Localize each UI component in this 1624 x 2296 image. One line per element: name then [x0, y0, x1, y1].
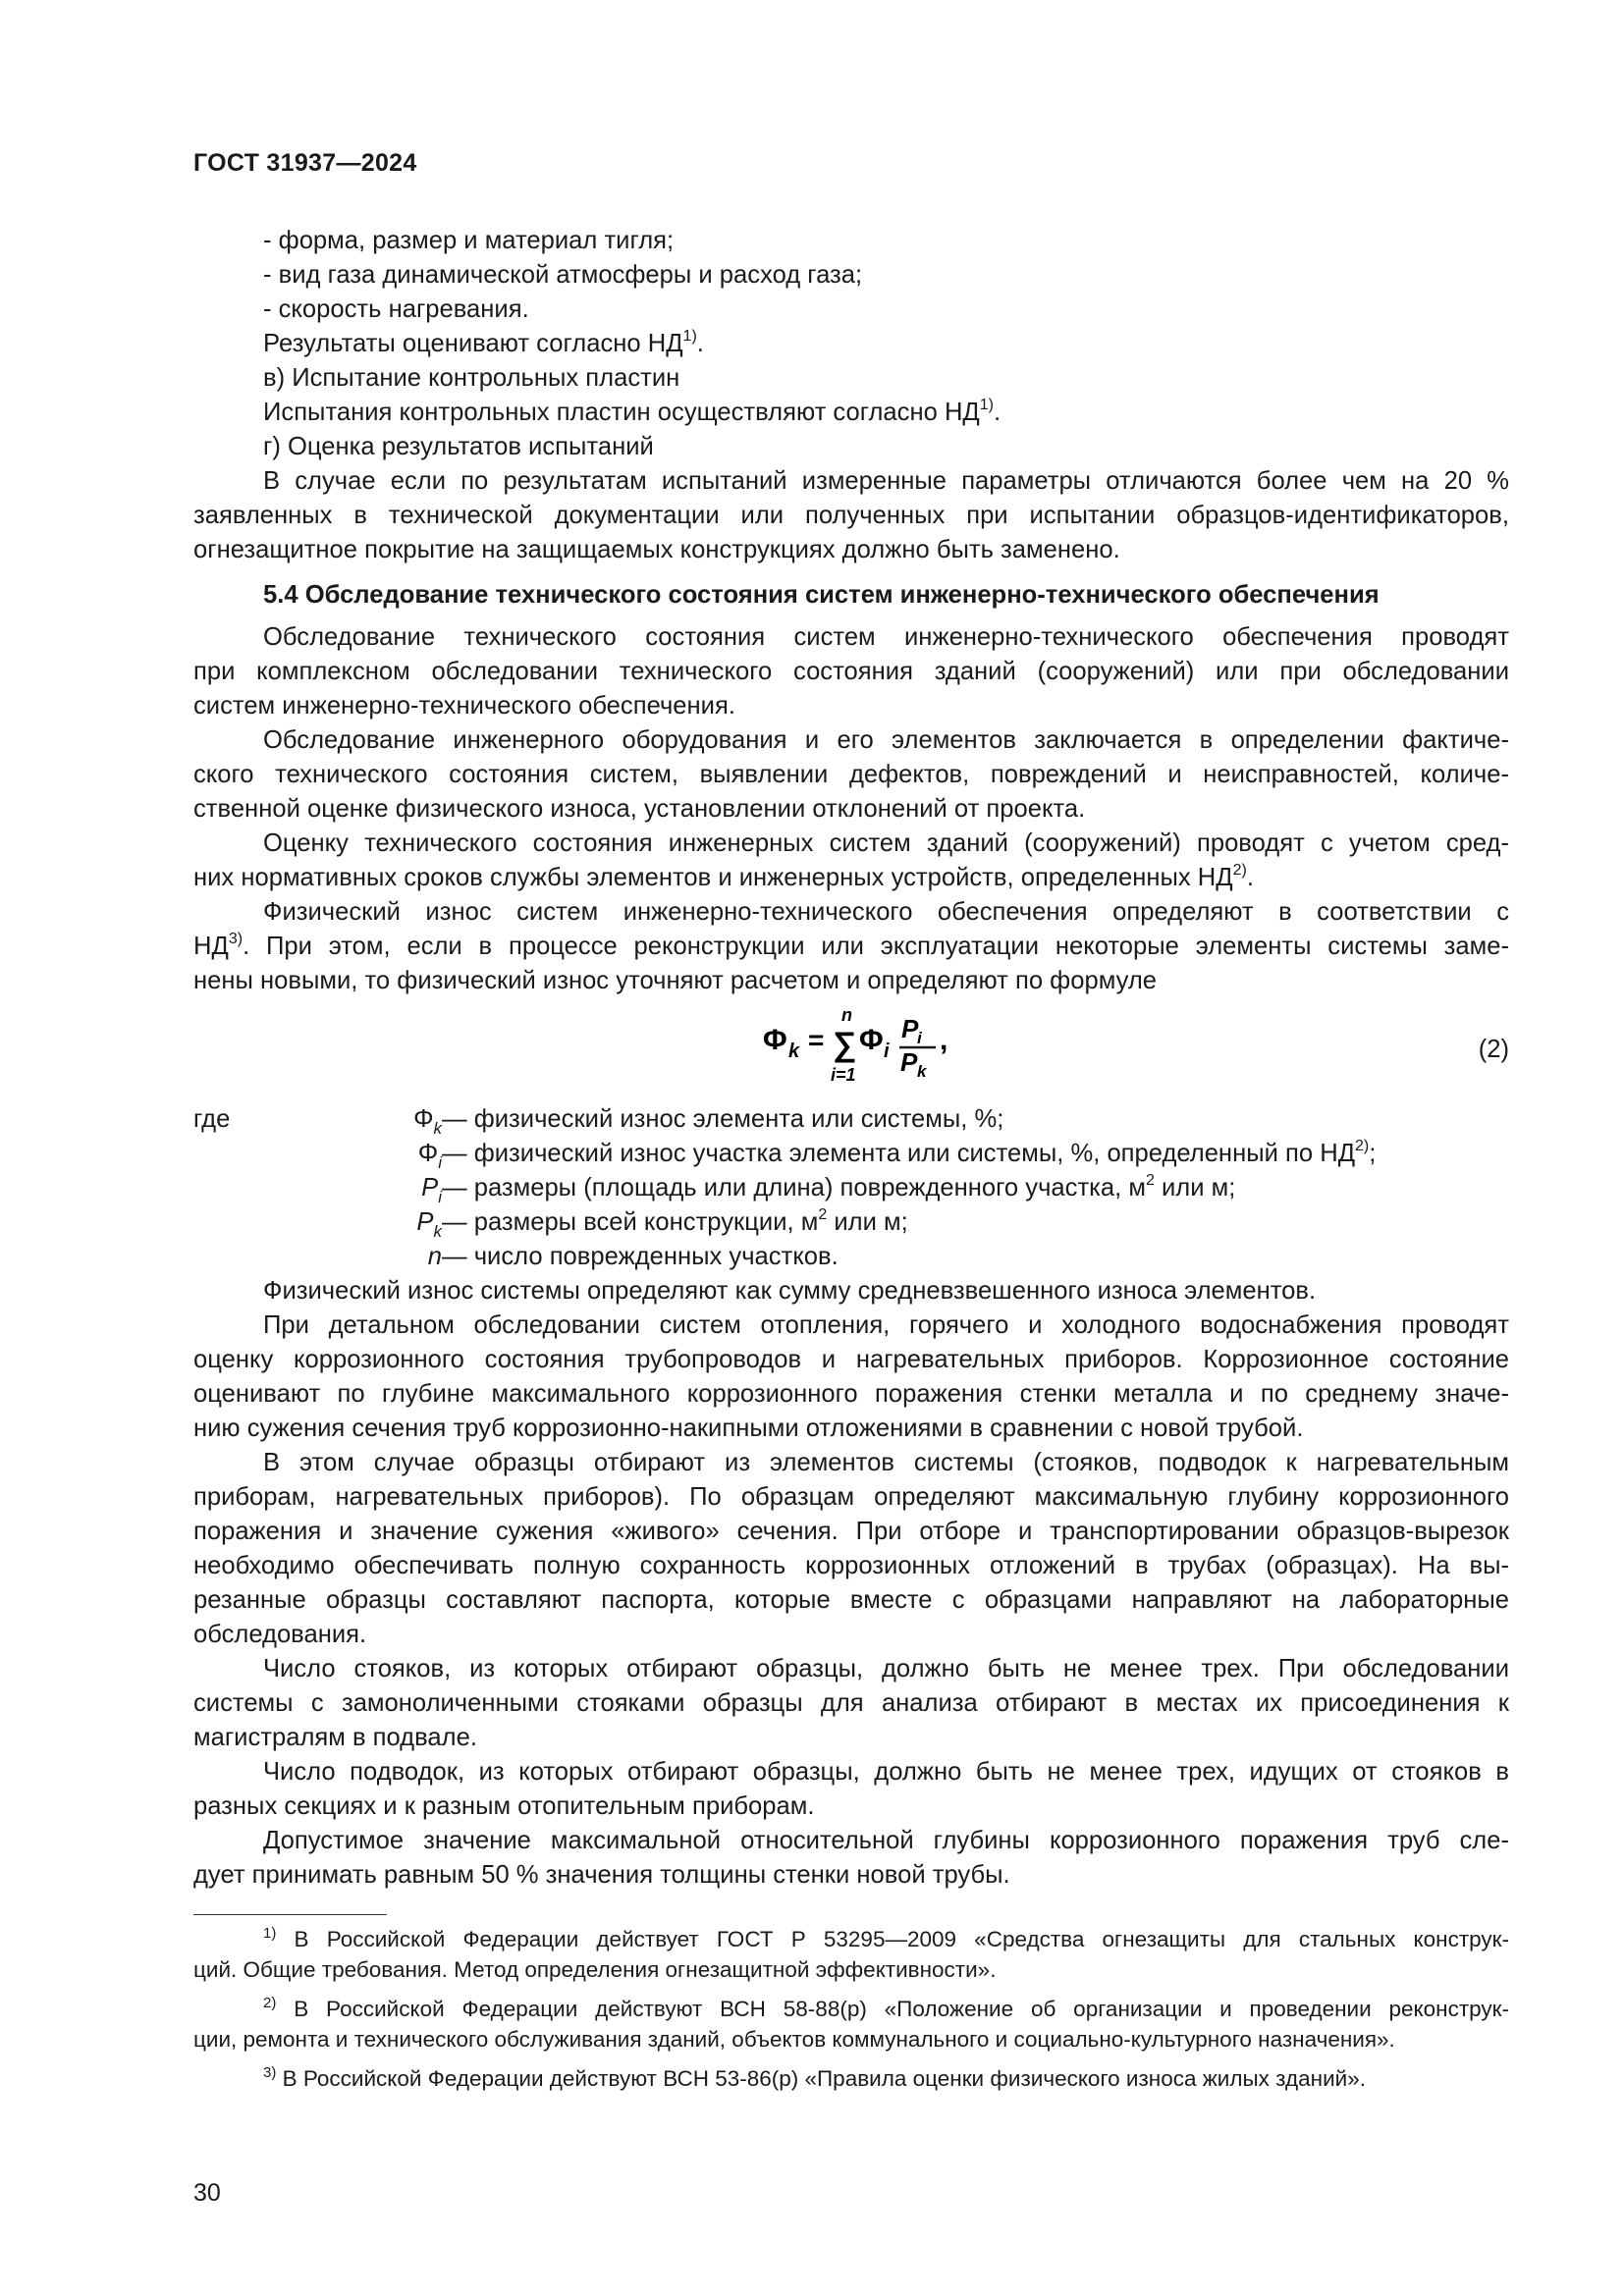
- symbol-sub: k: [433, 1222, 442, 1241]
- text: . При этом, если в процессе реконструкции или эксплуатации некоторые элементы системы заме-: [243, 933, 1509, 960]
- formula-term-sub: i: [884, 1041, 890, 1062]
- formula-denominator: P: [900, 1047, 918, 1077]
- formula-lower-limit: i=1: [831, 1065, 856, 1085]
- paragraph-line: ского технического состояния систем, выявлении дефектов, повреждений и неисправностей, количе-: [193, 761, 1509, 788]
- symbol-sub: i: [438, 1188, 442, 1206]
- paragraph-line: Физический износ системы определяют как сумму средневзвешенного износа элементов.: [263, 1277, 1317, 1305]
- text: ;: [1369, 1140, 1377, 1167]
- footnote-ref: 3): [228, 931, 244, 947]
- footnote-marker: 1): [263, 1925, 277, 1942]
- paragraph-line: огнезащитное покрытие на защищаемых конструкциях должно быть заменено.: [193, 536, 1120, 563]
- text: В Российской Федерации действуют ВСН 53-86(р) «Правила оценки физического износа жилых зданий».: [282, 2066, 1366, 2091]
- symbol: [413, 1102, 442, 1137]
- symbol: [418, 1137, 442, 1171]
- text: Результаты оценивают согласно НД: [263, 330, 683, 357]
- paragraph-line: Допустимое значение максимальной относительной глубины коррозионного поражения труб сле-: [263, 1827, 1509, 1854]
- paragraph-line: разных секциях и к разным отопительным приборам.: [193, 1792, 815, 1820]
- footnote-line: [193, 1924, 1509, 1954]
- formula-numerator: P: [901, 1014, 919, 1043]
- footnote-line: [193, 1994, 1509, 2024]
- footnote-marker: 3): [263, 2064, 277, 2081]
- paragraph-line: Оценку технического состояния инженерных систем зданий (сооружений) проводят с учетом сред-: [263, 829, 1509, 857]
- document-body: [193, 224, 1509, 1893]
- formula-equals: =: [808, 1025, 825, 1055]
- paragraph-line: [193, 930, 1509, 964]
- definition: — физический износ элемента или системы, %;: [442, 1105, 1004, 1133]
- paragraph-line: Число стояков, из которых отбирают образцы, должно быть не менее трех. При обследовании: [263, 1655, 1509, 1682]
- paragraph-line: ственной оценке физического износа, установлении отклонений от проекта.: [193, 795, 1086, 823]
- physical-wear-formula: [763, 1004, 979, 1098]
- where-row: [193, 1102, 1509, 1137]
- paragraph-line: систем инженерно-технического обеспечения.: [193, 692, 735, 720]
- formula-sigma: ∑: [833, 1026, 857, 1063]
- paragraph-line: поражения и значение сужения «живого» сечения. При отборе и транспортировании образцов-вырезок: [193, 1518, 1509, 1545]
- paragraph-line: дует принимать равным 50 % значения толщины стенки новой трубы.: [193, 1861, 1010, 1889]
- equation-number: (2): [1478, 1036, 1509, 1063]
- subheading: г) Оценка результатов испытаний: [263, 433, 654, 460]
- paragraph-line: При детальном обследовании систем отопления, горячего и холодного водоснабжения проводят: [263, 1311, 1509, 1339]
- paragraph-line: Обследование технического состояния систем инженерно-технического обеспечения проводят: [263, 623, 1509, 651]
- text: или м;: [827, 1208, 908, 1236]
- footnote-marker: 2): [263, 1995, 277, 2011]
- symbol-char: P: [416, 1208, 434, 1236]
- definition: [442, 1205, 908, 1240]
- document-header: ГОСТ 31937—2024: [193, 149, 417, 177]
- symbol: n: [427, 1243, 442, 1270]
- formula-denominator-sub: k: [917, 1062, 927, 1081]
- text: — размеры (площадь или длина) поврежденного участка, м: [442, 1174, 1146, 1201]
- footnote-ref: 2): [1355, 1138, 1370, 1154]
- where-row: [193, 1137, 1509, 1171]
- symbol: [421, 1171, 442, 1205]
- formula-lhs: Φ: [763, 1024, 787, 1056]
- paragraph-line: резанные образцы составляют паспорта, которые вместе с образцами направляют на лабораторные: [193, 1586, 1509, 1614]
- text: Испытания контрольных пластин осуществляют согласно НД: [263, 399, 980, 426]
- list-item: - скорость нагревания.: [263, 295, 529, 323]
- text: НД: [193, 933, 229, 960]
- definition: — число поврежденных участков.: [442, 1243, 839, 1270]
- footnote-ref: 1): [682, 328, 697, 345]
- paragraph-line: оценивают по глубине максимального коррозионного поражения стенки металла и по среднему значе-: [193, 1380, 1509, 1408]
- paragraph-line: системы с замоноличенными стояками образцы для анализа отбирают в местах их присоединения к: [193, 1689, 1509, 1717]
- paragraph-line: нены новыми, то физический износ уточняют расчетом и определяют по формуле: [193, 967, 1157, 994]
- superscript: 2: [1145, 1172, 1155, 1189]
- section-title: 5.4 Обследование технического состояния систем инженерно-технического обеспечения: [263, 581, 1380, 609]
- footnote-line: [193, 2063, 1509, 2094]
- list-item: - вид газа динамической атмосферы и расход газа;: [263, 261, 863, 289]
- footnote-divider: [193, 1914, 387, 1915]
- footnote-line: ции, ремонта и технического обслуживания зданий, объектов коммунального и социально-культурного назначения».: [193, 2027, 1395, 2052]
- text: В Российской Федерации действуют ВСН 58-88(р) «Положение об организации и проведении реконструк-: [294, 1997, 1509, 2021]
- text: — физический износ участка элемента или системы, %, определенный по НД: [442, 1140, 1356, 1167]
- paragraph-line: В этом случае образцы отбирают из элементов системы (стояков, подводок к нагревательным: [263, 1449, 1509, 1476]
- page-number: 30: [193, 2179, 221, 2207]
- where-lead: где: [193, 1105, 231, 1133]
- footnote-ref: 2): [1232, 862, 1247, 879]
- paragraph-line: Число подводок, из которых отбирают образцы, должно быть не менее трех, идущих от стояков в: [263, 1758, 1509, 1786]
- paragraph-line: обследования.: [193, 1621, 367, 1648]
- where-row: [193, 1171, 1509, 1205]
- paragraph-line: нию сужения сечения труб коррозионно-накипными отложениями в сравнении с новой трубой.: [193, 1415, 1304, 1442]
- symbol-sub: i: [438, 1153, 442, 1172]
- formula-upper-limit: n: [841, 1005, 852, 1025]
- footnote-ref: 1): [979, 397, 994, 413]
- paragraph-line: Физический износ систем инженерно-технического обеспечения определяют в соответствии с: [263, 898, 1509, 926]
- formula-block: [193, 1004, 1509, 1098]
- footnotes: [193, 1924, 1509, 2103]
- paragraph-line: необходимо обеспечивать полную сохранность коррозионных отложений в трубах (образцах). На вы-: [193, 1552, 1509, 1579]
- text: В Российской Федерации действует ГОСТ Р 53295—2009 «Средства огнезащиты для стальных конструк-: [294, 1927, 1509, 1951]
- paragraph-line: магистралям в подвале.: [193, 1724, 477, 1751]
- symbol-char: Φ: [413, 1105, 434, 1133]
- where-row: [193, 1240, 1509, 1274]
- paragraph-line: В случае если по результатам испытаний измеренные параметры отличаются более чем на 20 %: [263, 467, 1509, 495]
- where-row: [193, 1205, 1509, 1240]
- symbol-char: Φ: [417, 1140, 439, 1167]
- symbol-sub: k: [433, 1119, 442, 1138]
- footnote-line: ций. Общие требования. Метод определения огнезащитной эффективности».: [193, 1957, 997, 1982]
- paragraph-line: Испытания контрольных пластин осуществляют согласно НД$^{1)}$.: [263, 397, 1001, 426]
- paragraph-line: приборам, нагревательных приборов). По образцам определяют максимальную глубину коррозионного: [193, 1483, 1509, 1511]
- list-item: - форма, размер и материал тигля;: [263, 227, 675, 254]
- paragraph-line: заявленных в технической документации или полученных при испытании образцов-идентификаторов,: [193, 502, 1509, 529]
- formula-comma: ,: [940, 1024, 948, 1056]
- paragraph-line: Результаты оценивают согласно НД$^{1)}$.: [263, 328, 704, 357]
- paragraph-line: при комплексном обследовании технического состояния зданий (сооружений) или при обследовании: [193, 658, 1509, 685]
- symbol-char: P: [421, 1174, 439, 1201]
- superscript: 2: [818, 1206, 828, 1223]
- formula-lhs-sub: k: [788, 1041, 800, 1062]
- paragraph-line: Обследование инженерного оборудования и его элементов заключается в определении фактиче-: [263, 726, 1509, 754]
- text: них нормативных сроков службы элементов и инженерных устройств, определенных НД: [193, 864, 1233, 891]
- paragraph-line: оценку коррозионного состояния трубопроводов и нагревательных приборов. Коррозионное состояние: [193, 1346, 1509, 1373]
- formula-numerator-sub: i: [917, 1029, 922, 1047]
- formula-term: Φ: [859, 1024, 884, 1056]
- text: или м;: [1154, 1174, 1236, 1201]
- symbol: [416, 1205, 442, 1240]
- definition: [442, 1137, 1376, 1171]
- paragraph-line: них нормативных сроков службы элементов и инженерных устройств, определенных НД$^{2)}$.: [193, 862, 1254, 891]
- subheading: в) Испытание контрольных пластин: [263, 364, 680, 392]
- definition: [442, 1171, 1235, 1205]
- text: — размеры всей конструкции, м: [442, 1208, 819, 1236]
